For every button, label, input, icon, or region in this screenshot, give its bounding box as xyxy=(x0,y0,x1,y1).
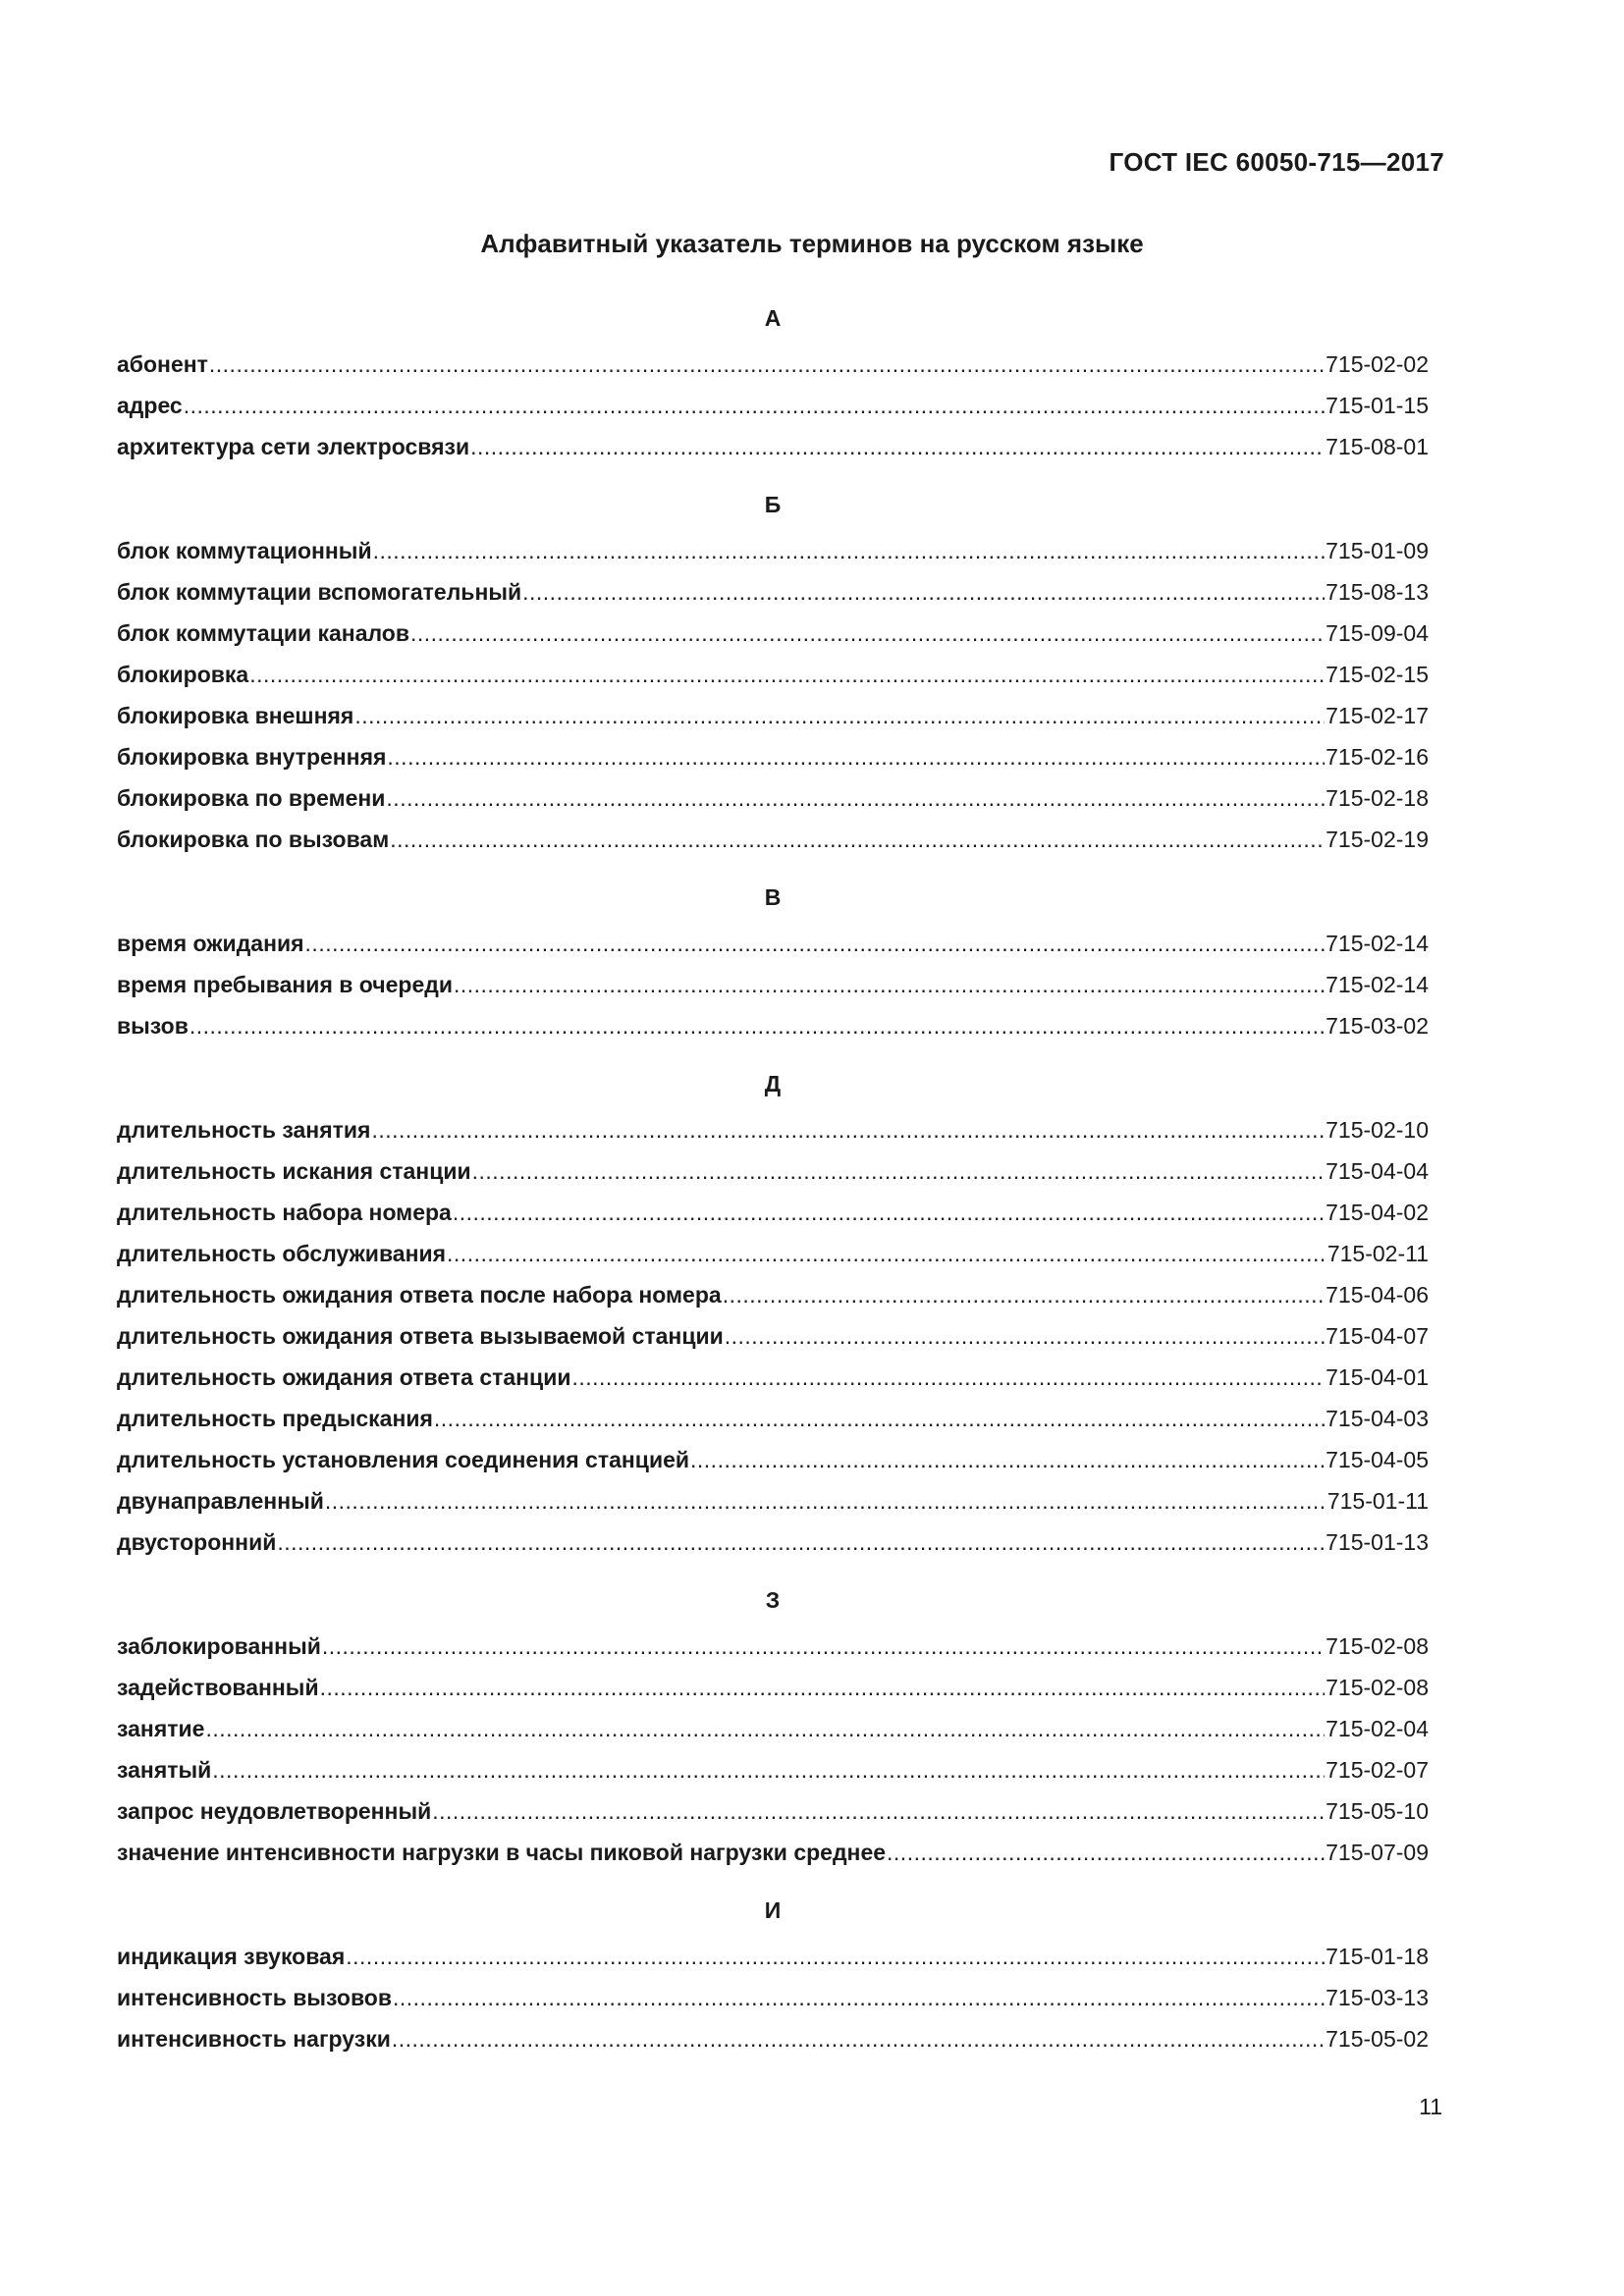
index-entry xyxy=(117,571,1429,613)
index-term: двусторонний xyxy=(117,1529,277,1555)
index-entry xyxy=(117,1667,1429,1708)
dot-leader xyxy=(522,571,1325,613)
term-code: 715-01-15 xyxy=(1326,393,1429,418)
term-code: 715-02-15 xyxy=(1326,662,1429,687)
term-code: 715-02-16 xyxy=(1326,744,1429,770)
dot-leader xyxy=(305,923,1326,964)
dot-leader xyxy=(887,1832,1325,1873)
index-term: блокировка внутренняя xyxy=(117,744,387,770)
dot-leader xyxy=(470,426,1325,467)
dot-leader xyxy=(387,736,1325,777)
term-code: 715-04-03 xyxy=(1326,1406,1429,1431)
dot-leader xyxy=(386,777,1325,819)
term-code: 715-02-17 xyxy=(1326,703,1429,728)
index-term: двунаправленный xyxy=(117,1488,324,1514)
index-term: занятие xyxy=(117,1716,205,1741)
index-term: адрес xyxy=(117,393,183,418)
index-letter-heading: А xyxy=(764,305,782,331)
index-term: запрос неудовлетворенный xyxy=(117,1798,432,1824)
page-number: 11 xyxy=(1419,2094,1442,2119)
index-entry xyxy=(117,1626,1429,1667)
index-term: длительность обслуживания xyxy=(117,1241,447,1266)
index-entry xyxy=(117,736,1429,777)
dot-leader xyxy=(320,1667,1326,1708)
term-code: 715-02-04 xyxy=(1326,1716,1429,1741)
index-term: задействованный xyxy=(117,1675,319,1700)
index-entry xyxy=(117,1439,1429,1480)
term-code: 715-04-01 xyxy=(1326,1364,1429,1390)
dot-leader xyxy=(392,2018,1325,2059)
term-code: 715-07-09 xyxy=(1326,1840,1429,1865)
term-code: 715-05-10 xyxy=(1326,1798,1429,1824)
dot-leader xyxy=(325,1480,1326,1522)
index-entry xyxy=(117,1398,1429,1439)
term-code: 715-09-04 xyxy=(1326,620,1429,646)
index-term: блокировка внешняя xyxy=(117,703,354,728)
term-code: 715-08-01 xyxy=(1326,434,1429,459)
index-term: блокировка по времени xyxy=(117,785,386,811)
dot-leader xyxy=(205,1708,1325,1749)
index-term: длительность предыскания xyxy=(117,1406,433,1431)
alphabetical-index xyxy=(117,302,1429,2059)
index-term: заблокированный xyxy=(117,1633,321,1659)
index-entry xyxy=(117,1005,1429,1046)
index-entry xyxy=(117,964,1429,1005)
index-entry xyxy=(117,1274,1429,1315)
term-code: 715-04-05 xyxy=(1326,1447,1429,1472)
dot-leader xyxy=(346,1936,1325,1977)
index-letter-heading: З xyxy=(765,1587,781,1613)
dot-leader xyxy=(390,819,1325,860)
index-letter-heading: В xyxy=(764,884,782,910)
index-entry xyxy=(117,2018,1429,2059)
dot-leader xyxy=(453,1192,1325,1233)
index-term: длительность установления соединения станцией xyxy=(117,1447,690,1472)
dot-leader xyxy=(447,1233,1326,1274)
term-code: 715-02-08 xyxy=(1326,1675,1429,1700)
term-code: 715-01-11 xyxy=(1326,1488,1429,1514)
term-code: 715-02-18 xyxy=(1326,785,1429,811)
index-term: архитектура сети электросвязи xyxy=(117,434,470,459)
index-term: занятый xyxy=(117,1757,212,1783)
document-code-header: ГОСТ IEC 60050-715—2017 xyxy=(1109,147,1444,177)
dot-leader xyxy=(277,1522,1325,1563)
index-term: блокировка по вызовам xyxy=(117,827,390,852)
index-term: длительность ожидания ответа станции xyxy=(117,1364,571,1390)
index-entry xyxy=(117,777,1429,819)
index-entry xyxy=(117,1977,1429,2018)
dot-leader xyxy=(690,1439,1325,1480)
index-entry xyxy=(117,819,1429,860)
index-term: блокировка xyxy=(117,662,249,687)
dot-leader xyxy=(454,964,1325,1005)
index-entry xyxy=(117,1357,1429,1398)
index-entry xyxy=(117,1192,1429,1233)
index-entry xyxy=(117,1522,1429,1563)
term-code: 715-04-02 xyxy=(1326,1200,1429,1225)
term-code: 715-01-09 xyxy=(1326,538,1429,563)
index-entry xyxy=(117,1832,1429,1873)
index-entry xyxy=(117,613,1429,654)
index-term: блок коммутации каналов xyxy=(117,620,409,646)
index-entry xyxy=(117,695,1429,736)
dot-leader xyxy=(354,695,1325,736)
index-entry xyxy=(117,426,1429,467)
term-code: 715-04-06 xyxy=(1326,1282,1429,1308)
dot-leader xyxy=(212,1749,1325,1790)
term-code: 715-01-18 xyxy=(1326,1944,1429,1969)
dot-leader xyxy=(371,1109,1325,1150)
index-term: блок коммутационный xyxy=(117,538,372,563)
dot-leader xyxy=(571,1357,1325,1398)
term-code: 715-03-13 xyxy=(1326,1985,1429,2010)
index-term: время ожидания xyxy=(117,931,304,956)
dot-leader xyxy=(410,613,1325,654)
term-code: 715-02-11 xyxy=(1326,1241,1429,1266)
term-code: 715-02-14 xyxy=(1326,931,1429,956)
index-term: длительность набора номера xyxy=(117,1200,452,1225)
index-term: интенсивность вызовов xyxy=(117,1985,392,2010)
dot-leader xyxy=(322,1626,1325,1667)
term-code: 715-08-13 xyxy=(1326,579,1429,605)
index-term: длительность ожидания ответа после набора номера xyxy=(117,1282,722,1308)
term-code: 715-02-19 xyxy=(1326,827,1429,852)
index-entry xyxy=(117,385,1429,426)
index-entry xyxy=(117,923,1429,964)
dot-leader xyxy=(209,344,1325,385)
term-code: 715-02-10 xyxy=(1326,1117,1429,1143)
index-letter-heading: Д xyxy=(764,1071,782,1096)
index-entry xyxy=(117,1708,1429,1749)
dot-leader xyxy=(249,654,1325,695)
dot-leader xyxy=(189,1005,1325,1046)
index-term: значение интенсивности нагрузки в часы пиковой нагрузки среднее xyxy=(117,1840,887,1865)
dot-leader xyxy=(432,1790,1325,1832)
index-term: вызов xyxy=(117,1013,189,1039)
term-code: 715-02-08 xyxy=(1326,1633,1429,1659)
dot-leader xyxy=(472,1150,1326,1192)
dot-leader xyxy=(434,1398,1325,1439)
index-entry xyxy=(117,1233,1429,1274)
index-term: индикация звуковая xyxy=(117,1944,346,1969)
index-entry xyxy=(117,1790,1429,1832)
index-entry xyxy=(117,1315,1429,1357)
term-code: 715-04-07 xyxy=(1326,1323,1429,1349)
dot-leader xyxy=(184,385,1325,426)
index-title: Алфавитный указатель терминов на русском языке xyxy=(480,229,1144,258)
index-term: время пребывания в очереди xyxy=(117,972,453,997)
dot-leader xyxy=(373,530,1326,571)
index-entry xyxy=(117,1936,1429,1977)
term-code: 715-05-02 xyxy=(1326,2026,1429,2052)
index-term: интенсивность нагрузки xyxy=(117,2026,391,2052)
term-code: 715-01-13 xyxy=(1326,1529,1429,1555)
index-entry xyxy=(117,1480,1429,1522)
index-letter-heading: Б xyxy=(764,492,782,517)
index-entry xyxy=(117,1749,1429,1790)
index-entry xyxy=(117,1150,1429,1192)
index-entry xyxy=(117,1109,1429,1150)
term-code: 715-02-02 xyxy=(1326,351,1429,377)
index-entry xyxy=(117,344,1429,385)
dot-leader xyxy=(725,1315,1325,1357)
dot-leader xyxy=(393,1977,1325,2018)
index-entry xyxy=(117,530,1429,571)
index-term: длительность искания станции xyxy=(117,1158,471,1184)
index-entry xyxy=(117,654,1429,695)
term-code: 715-02-07 xyxy=(1326,1757,1429,1783)
dot-leader xyxy=(723,1274,1325,1315)
term-code: 715-04-04 xyxy=(1326,1158,1429,1184)
index-term: абонент xyxy=(117,351,208,377)
index-term: длительность занятия xyxy=(117,1117,371,1143)
index-term: блок коммутации вспомогательный xyxy=(117,579,522,605)
index-letter-heading: И xyxy=(764,1897,782,1923)
index-term: длительность ожидания ответа вызываемой станции xyxy=(117,1323,724,1349)
term-code: 715-02-14 xyxy=(1326,972,1429,997)
term-code: 715-03-02 xyxy=(1326,1013,1429,1039)
